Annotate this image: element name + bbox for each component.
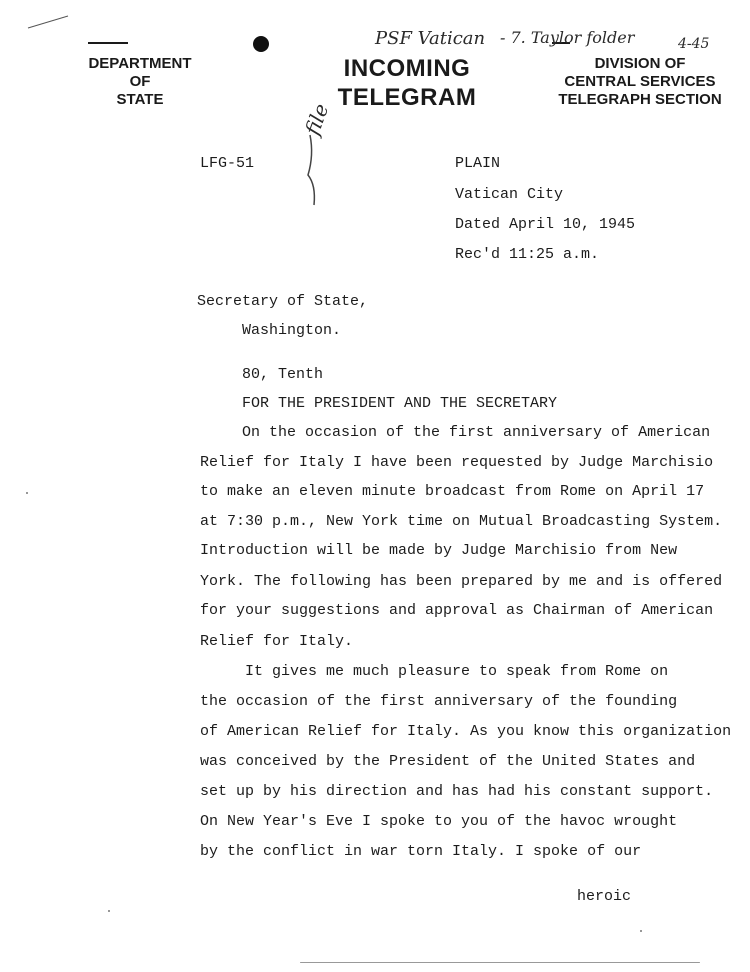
department-line-2: OF [129,73,151,90]
handwritten-file-note: PSF Vatican [375,28,486,49]
body-line: the occasion of the first anniversary of the founding [200,693,678,710]
body-line: at 7:30 p.m., New York time on Mutual Broadcasting System. [200,513,723,530]
scan-speck [108,910,110,912]
scan-speck [26,492,28,494]
body-line: It gives me much pleasure to speak from Rome on [245,663,669,680]
scan-speck [300,962,700,963]
continuation-word: heroic [577,888,632,905]
body-line: set up by his direction and has had his constant support. [200,783,714,800]
body-line: York. The following has been prepared by me and is offered [200,573,723,590]
body-line: On New Year's Eve I spoke to you of the havoc wrought [200,813,678,830]
handwritten-initials: file [300,100,334,139]
body-line: Relief for Italy I have been requested by Judge Marchisio [200,454,714,471]
division-line-1: DIVISION OF [594,55,686,72]
scan-speck [640,930,642,932]
dated: Dated April 10, 1945 [455,216,636,233]
division-line-3: TELEGRAPH SECTION [558,91,722,108]
body-line: Introduction will be made by Judge Marchisio from New [200,542,678,559]
reference-number: LFG-51 [200,155,255,172]
body-line: was conceived by the President of the United States and [200,753,696,770]
received-time: Rec'd 11:25 a.m. [455,246,600,263]
body-line: of American Relief for Italy. As you know this organization [200,723,732,740]
division-line-2: CENTRAL SERVICES [564,73,716,90]
message-number: 80, Tenth [242,366,324,383]
department-line-1: DEPARTMENT [88,55,192,72]
attention-line: FOR THE PRESIDENT AND THE SECRETARY [242,395,558,412]
handwritten-folder-note: - 7. Taylor folder [500,28,635,47]
body-line: by the conflict in war torn Italy. I spoke of our [200,843,642,860]
body-line: On the occasion of the first anniversary of American [242,424,711,441]
origin: Vatican City [455,186,564,203]
title-line-2: TELEGRAM [337,83,477,111]
department-line-3: STATE [116,91,164,108]
title-line-1: INCOMING [343,55,471,82]
body-line: to make an eleven minute broadcast from Rome on April 17 [200,483,705,500]
addressee: Secretary of State, [197,293,369,310]
body-line: Relief for Italy. [200,633,354,650]
message-type: PLAIN [455,155,501,172]
address-city: Washington. [242,322,342,339]
body-line: for your suggestions and approval as Chairman of American [200,602,714,619]
handwritten-date-note: 4-45 [678,36,710,52]
